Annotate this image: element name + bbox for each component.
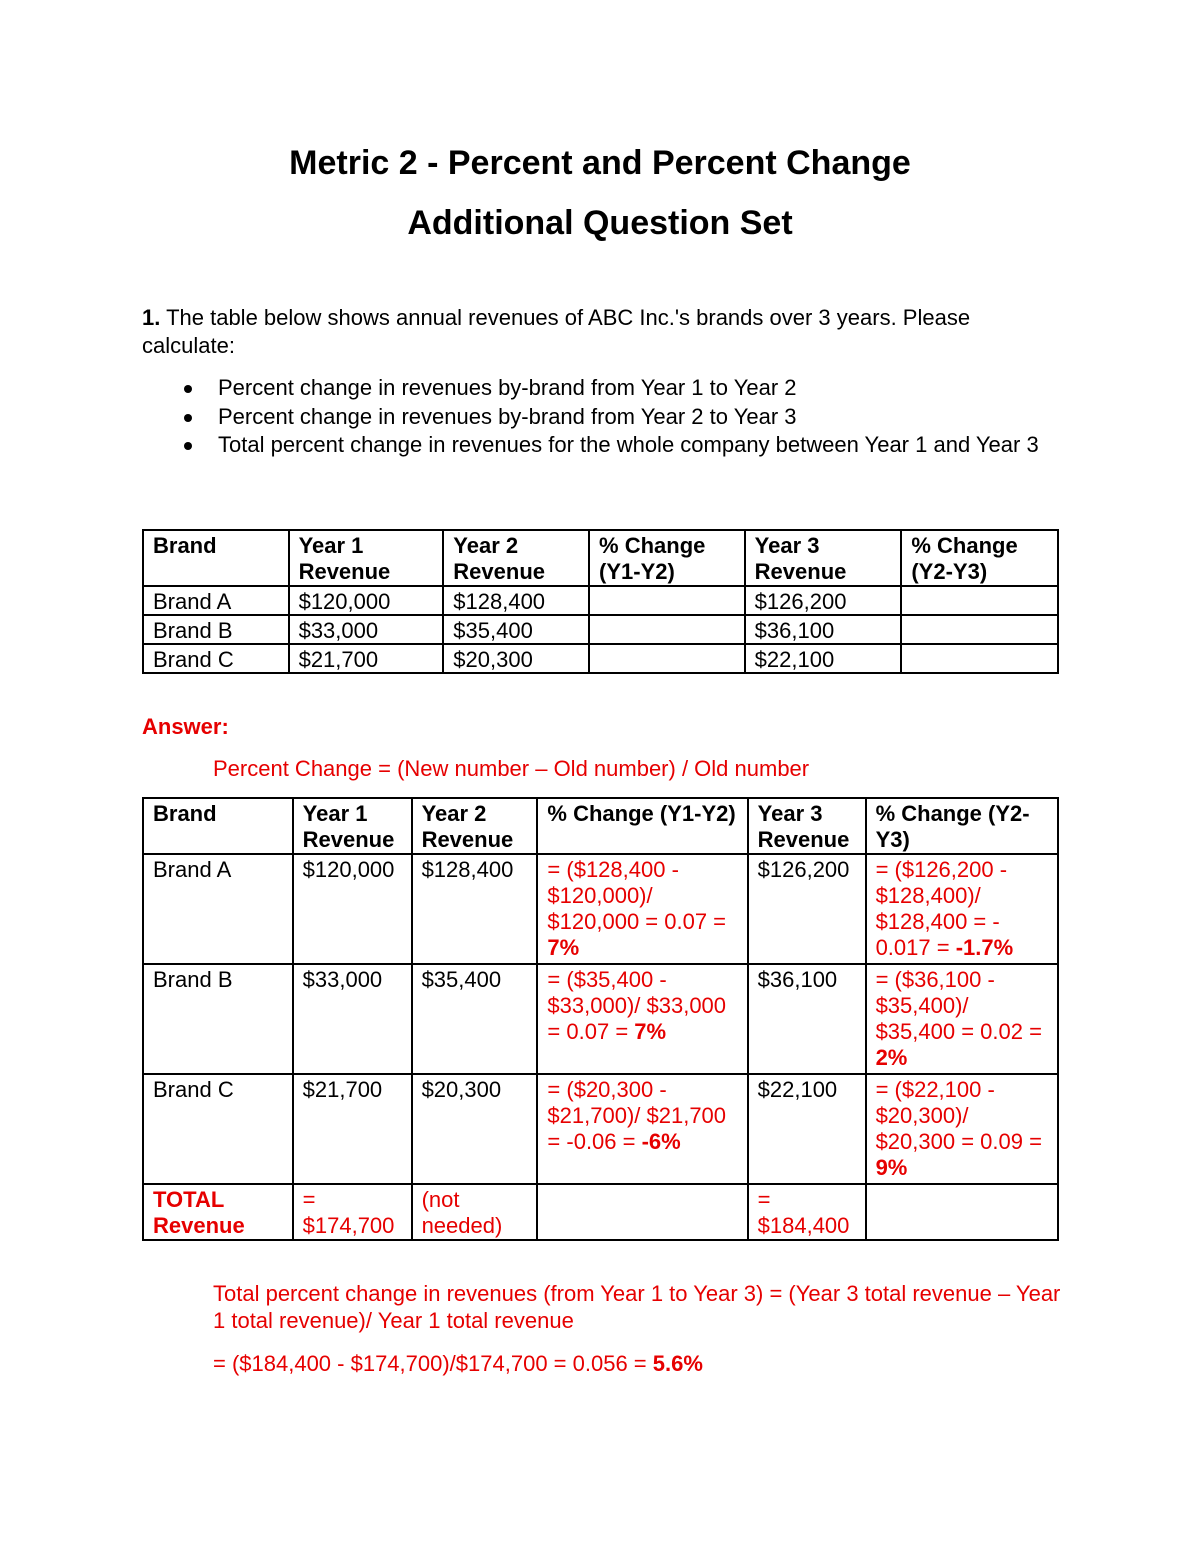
bullet-item: Percent change in revenues by-brand from Year 1 to Year 2 [142, 374, 1052, 403]
header-cell: % Change (Y2-Y3) [901, 530, 1058, 586]
calc-cell: = ($20,300 - $21,700)/ $21,700 = -0.06 = -6% [537, 1074, 747, 1184]
table-row: Brand A $120,000 $128,400 = ($128,400 - $120,000)/ $120,000 = 0.07 = 7% $126,200 = ($126,200 - $128,400)/ $128,400 = - 0.017 = -1.7% [143, 854, 1058, 964]
header-cell: % Change (Y2-Y3) [866, 798, 1058, 854]
calc-cell: = ($128,400 - $120,000)/ $120,000 = 0.07 = 7% [537, 854, 747, 964]
question-text [142, 304, 1052, 360]
revenue-table [142, 529, 1059, 674]
calc-cell: = ($35,400 - $33,000)/ $33,000 = 0.07 = 7% [537, 964, 747, 1074]
header-cell: Year 1 Revenue [293, 798, 412, 854]
table-row: Brand C $21,700 $20,300 = ($20,300 - $21,700)/ $21,700 = -0.06 = -6% $22,100 = ($22,100 - $20,300)/ $20,300 = 0.09 = 9% [143, 1074, 1058, 1184]
header-cell: Year 2 Revenue [412, 798, 538, 854]
total-row: TOTAL Revenue = $174,700 (not needed) = $184,400 [143, 1184, 1058, 1240]
answer-table [142, 797, 1059, 1241]
bullet-item: Percent change in revenues by-brand from Year 2 to Year 3 [142, 403, 1052, 432]
question-body: The table below shows annual revenues of ABC Inc.'s brands over 3 years. Please calculate: [142, 305, 971, 358]
final-calculation: = ($184,400 - $174,700)/$174,700 = 0.056 = 5.6% [213, 1351, 703, 1376]
percent-change-formula: Percent Change = (New number – Old number) / Old number [213, 756, 810, 781]
header-cell: Year 3 Revenue [748, 798, 866, 854]
table-row: Brand A $120,000 $128,400 $126,200 [143, 586, 1058, 615]
header-cell: % Change (Y1-Y2) [589, 530, 745, 586]
table-row: Brand B $33,000 $35,400 $36,100 [143, 615, 1058, 644]
bullet-icon [184, 414, 192, 422]
calc-cell: = ($126,200 - $128,400)/ $128,400 = - 0.017 = -1.7% [866, 854, 1058, 964]
question-bullets [142, 374, 1052, 460]
header-cell: Year 3 Revenue [745, 530, 902, 586]
page-title: Metric 2 - Percent and Percent Change [289, 144, 911, 182]
table-row: Brand B $33,000 $35,400 = ($35,400 - $33,000)/ $33,000 = 0.07 = 7% $36,100 = ($36,100 - $35,400)/ $35,400 = 0.02 = 2% [143, 964, 1058, 1074]
bullet-icon [184, 385, 192, 393]
header-cell: % Change (Y1-Y2) [537, 798, 747, 854]
bullet-icon [184, 442, 192, 450]
total-label: TOTAL Revenue [143, 1184, 293, 1240]
question-number: 1. [142, 305, 161, 330]
table-header-row [143, 530, 1058, 586]
answer-label: Answer: [142, 714, 229, 739]
bullet-item: Total percent change in revenues for the whole company between Year 1 and Year 3 [142, 431, 1052, 460]
summary-explanation: Total percent change in revenues (from Year 1 to Year 3) = (Year 3 total revenue – Year 1 total revenue)/ Year 1 total revenue [213, 1281, 1061, 1333]
calc-cell: = ($36,100 - $35,400)/ $35,400 = 0.02 = 2% [866, 964, 1058, 1074]
page-subtitle: Additional Question Set [407, 204, 793, 242]
header-cell: Year 2 Revenue [443, 530, 589, 586]
final-result: 5.6% [652, 1351, 703, 1376]
header-cell: Year 1 Revenue [289, 530, 444, 586]
calc-cell: = ($22,100 - $20,300)/ $20,300 = 0.09 = 9% [866, 1074, 1058, 1184]
header-cell: Brand [143, 530, 289, 586]
table-row: Brand C $21,700 $20,300 $22,100 [143, 644, 1058, 673]
table-header-row [143, 798, 1058, 854]
header-cell: Brand [143, 798, 293, 854]
